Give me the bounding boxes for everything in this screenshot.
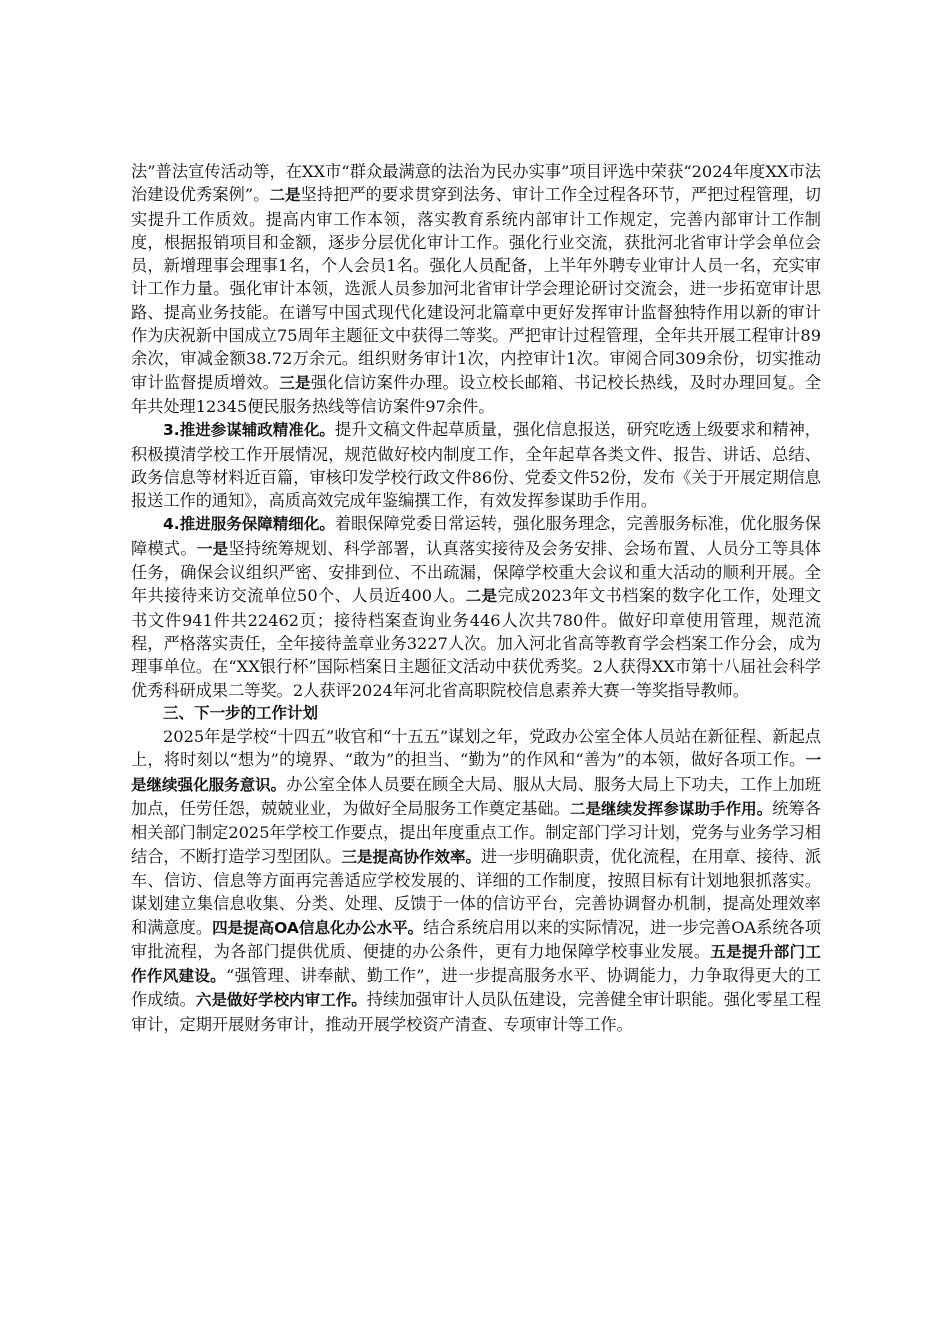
- text-run: 坚持把严的要求贯穿到法务、审计工作全过程各环节，严把过程管理，切实提升工作质效。提高内审工作本领，落实教育系统内部审计工作规定，完善内部审计工作制度，根据报销项目和金额，逐步分层优化审计工作。强化行业交流，获批河北省审计学会单位会员，新增理事会理事1名，个人会员1名。强化人员配备，上半年外聘专业审计人员一名，充实审计工作力量。强化审计本领，选派人员参加河北省审计学会理论研讨交流会，进一步拓宽审计思路、提高业务技能。在谱写中国式现代化建设河北篇章中更好发挥审计监督独特作用以新的审计作为庆祝新中国成立75周年主题征文中获得二等奖。严把审计过程管理，全年共开展工程审计89余次，审减金额38.72万余元。组织财务审计1次，内控审计1次。审阅合同309余份，切实推动审计监督提质增效。: [131, 185, 821, 392]
- paragraph-service-support: [131, 512, 821, 701]
- text-run: 进一步明确职责，优化流程，在用章、接待、派车、信访、信息等方面再完善适应学校发展的、详细的工作制度，按照目标有计划地狠抓落实。谋划建立集信息收集、分类、处理、反馈于一体的信访平台，完善协调督办机制，提高处理效率和满意度。: [131, 846, 822, 937]
- bold-text-run: 四是提高OA信息化办公水平。: [212, 918, 424, 937]
- bold-text-run: 二是: [269, 186, 301, 205]
- text-run: 提升文稿文件起草质量，强化信息报送，研究吃透上级要求和精神，积极摸清学校工作开展情况，规范做好校内制度工作，全年起草各类文件、报告、讲话、总结、政务信息等材料近百篇，审核印发学校行政文件86份、党委文件52份，发布《关于开展定期信息报送工作的通知》，高质高效完成年鉴编撰工作，有效发挥参谋助手作用。: [131, 420, 821, 511]
- text-run: “强管理、讲奉献、勤工作”，进一步提高服务水平、协调能力，力争取得更大的工作成绩。: [131, 966, 821, 1010]
- text-run: 强化信访案件办理。设立校长邮箱、书记校长热线，及时办理回复。全年共处理12345便民服务热线等信访案件97余件。: [131, 372, 821, 416]
- text-run: 统筹各相关部门制定2025年学校工作要点，提出年度重点工作。制定部门学习计划，党务与业务学习相结合，不断打造学习型团队。: [131, 799, 821, 866]
- paragraph-audit-continued: [131, 160, 821, 418]
- text-run: 法”普法宣传活动等，在XX市“群众最满意的法治为民办实事”项目评选中荣获“2024年度XX市法治建设优秀案例”。: [131, 162, 821, 205]
- bold-text-run: 3.推进参谋辅政精准化。: [163, 421, 335, 440]
- text-run: 2025年是学校“十四五”收官和“十五五”谋划之年，党政办公室全体人员站在新征程、新起点上，将时刻以“想为”的境界、“敢为”的担当、“勤为”的作风和“善为”的本领，做好各项工作。: [131, 727, 821, 770]
- bold-text-run: 二是: [465, 587, 498, 606]
- text-run: 着眼保障党委日常运转，强化服务理念，完善服务标准，优化服务保障模式。: [131, 514, 821, 558]
- document-page: [131, 160, 821, 1036]
- paragraph-next-plan: [131, 725, 821, 1036]
- bold-text-run: 六是做好学校内审工作。: [195, 991, 367, 1010]
- text-run: 结合系统启用以来的实际情况，进一步完善OA系统各项审批流程，为各部门提供优质、便捷的办公条件，更有力地保障学校事业发展。: [131, 917, 821, 961]
- text-run: 办公室全体人员要在顾全大局、服从大局、服务大局上下功夫，工作上加班加点，任劳任怨，兢兢业业，为做好全局服务工作奠定基础。: [131, 774, 821, 819]
- bold-text-run: 一是继续强化服务意识。: [131, 751, 821, 794]
- bold-text-run: 4.推进服务保障精细化。: [163, 515, 335, 534]
- bold-text-run: 二是继续发挥参谋助手作用。: [569, 800, 773, 819]
- text-run: 完成2023年文书档案的数字化工作，处理文书文件941件共22462页；接待档案查询业务446人次共780件。做好印章使用管理，规范流程，严格落实责任，全年接待盖章业务3227人次。加入河北省高等教育学会档案工作分会，成为理事单位。在“XX银行杯”国际档案日主题征文活动中获优秀奖。2人获得XX市第十八届社会科学优秀科研成果二等奖。2人获评2024年河北省高职院校信息素养大赛一等奖指导教师。: [131, 586, 821, 700]
- section-heading-next-plan: 三、下一步的工作计划: [163, 703, 319, 722]
- bold-text-run: 三是: [279, 373, 311, 392]
- bold-text-run: 五是提升部门工作作风建设。: [131, 942, 821, 986]
- bold-text-run: 三是提高协作效率。: [341, 847, 482, 866]
- bold-text-run: 一是: [196, 539, 229, 558]
- paragraph-advisory: [131, 418, 821, 512]
- text-run: 坚持统筹规划、科学部署，认真落实接待及会务安排、会场布置、人员分工等具体任务，确保会议组织严密、安排到位、不出疏漏，保障学校重大会议和重大活动的顺利开展。全年共接待来访交流单位50个、人员近400人。: [131, 538, 821, 606]
- text-run: 持续加强审计人员队伍建设，完善健全审计职能。强化零星工程审计，定期开展财务审计，推动开展学校资产清查、专项审计等工作。: [131, 990, 821, 1034]
